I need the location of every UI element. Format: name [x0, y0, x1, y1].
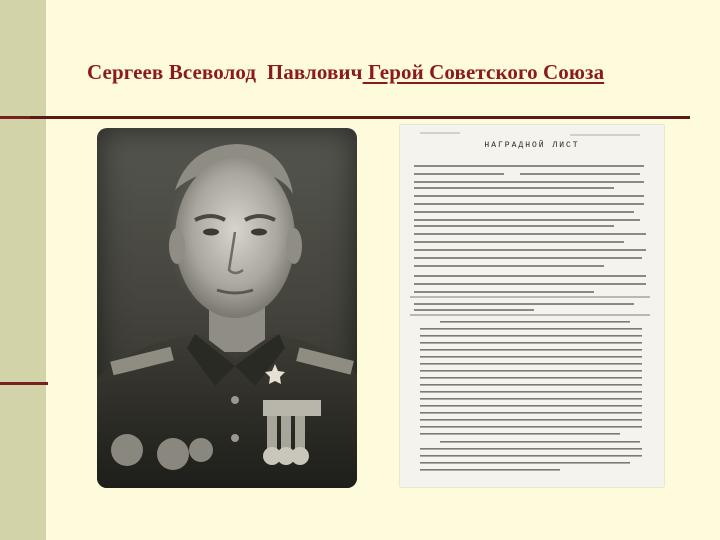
award-sheet	[400, 125, 664, 487]
award-sheet-scan-icon	[400, 125, 664, 487]
title-divider	[30, 116, 690, 119]
hero-title-link[interactable]: Герой Советского Союза	[362, 60, 605, 84]
portrait-photo-icon	[97, 128, 357, 488]
award-sheet-title: НАГРАДНОЙ ЛИСТ	[484, 141, 580, 150]
portrait-photo	[97, 128, 357, 488]
hero-name: Сергеев Всеволод Павлович	[87, 60, 363, 84]
slide-title	[87, 60, 604, 85]
side-band	[0, 0, 46, 540]
side-band-mark-bottom	[0, 382, 48, 385]
